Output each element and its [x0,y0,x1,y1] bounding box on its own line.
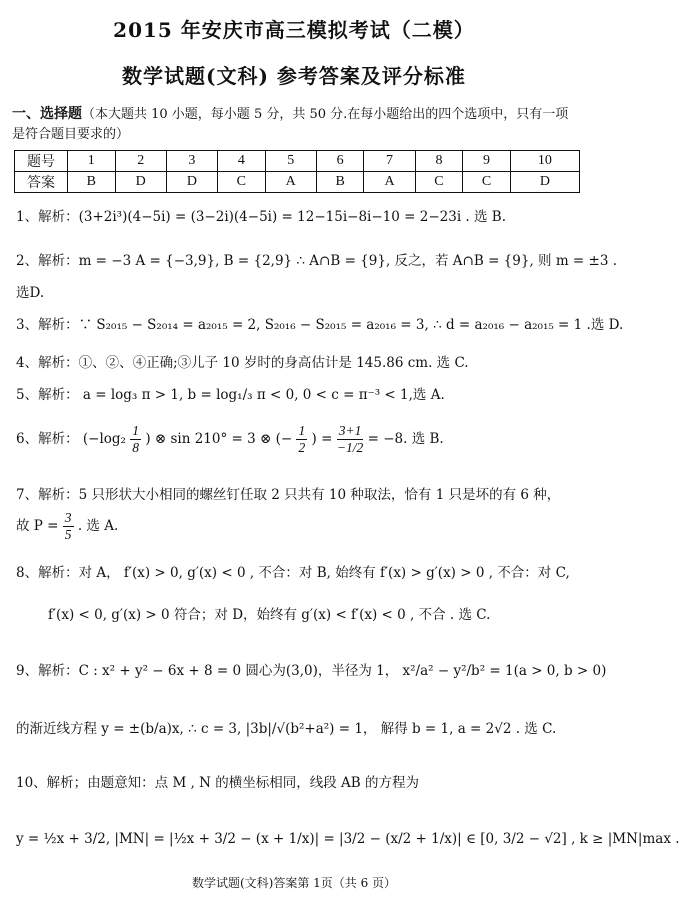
solution-6-end: = −8. 选 B. [367,431,444,447]
solution-2-line2: 选D. [16,285,45,301]
fraction [337,423,364,456]
section-label: 一、选择题 [12,106,82,122]
table-cell: A [364,172,415,193]
solution-1: 1、解析：(3+2i³)(4−5i) = (3−2i)(4−5i) = 12−15i−8i−10 = 2−23i . 选 B. [16,209,507,225]
solution-8-line2: f′(x) < 0, g′(x) > 0 符合；对 D，始终有 g′(x) < f′(x) < 0 , 不合 . 选 C. [48,607,491,623]
denominator: 5 [64,527,72,542]
solution-4: 4、解析：①、②、④正确;③儿子 10 岁时的身高估计是 145.86 cm. 选 C. [16,355,469,371]
solution-10-line1: 10、解析；由题意知：点 M , N 的横坐标相同，线段 AB 的方程为 [16,775,420,791]
table-cell: D [166,172,217,193]
numerator: 3 [64,510,72,525]
table-cell: C [218,172,266,193]
table-cell: 2 [115,151,166,172]
table-cell: C [463,172,511,193]
solution-7-end: . 选 A. [77,518,119,534]
answer-table [14,150,580,193]
page-footer: 数学试题(文科)答案第 1页（共 6 页） [191,876,397,890]
solution-7-line2 [16,508,580,544]
section-heading [12,104,578,145]
solution-10-line2: y = ½x + 3/2, |MN| = |½x + 3/2 − (x + 1/x)| = |3/2 − (x/2 + 1/x)| ∈ [0, 3/2 − √2] , k ≥ |MN|max . [16,831,680,847]
table-row-answers [15,172,580,193]
table-cell: 9 [463,151,511,172]
table-row-numbers [15,151,580,172]
page-subtitle: 数学试题(文科) 参考答案及评分标准 [122,64,466,88]
denominator: −1/2 [336,440,364,455]
solution-7-line1: 7、解析：5 只形状大小相同的螺丝钉任取 2 只共有 10 种取法，恰有 1 只是坏的有 6 种， [16,487,561,503]
table-cell: D [115,172,166,193]
table-cell: 10 [510,151,579,172]
solution-3: 3、解析：∵ S₂₀₁₅ − S₂₀₁₄ = a₂₀₁₅ = 2, S₂₀₁₆ − S₂₀₁₅ = a₂₀₁₆ = 3, ∴ d = a₂₀₁₆ − a₂₀₁₅ = 1 .选 D. [16,317,624,333]
table-cell: 6 [316,151,364,172]
section-note: （本大题共 10 小题，每小题 5 分，共 50 分.在每小题给出的四个选项中，只有一项是符合题目要求的） [12,107,569,142]
solution-9-line1: 9、解析：C : x² + y² − 6x + 8 = 0 圆心为(3,0)，半径为 1， x²/a² − y²/b² = 1(a > 0, b > 0) [16,663,607,679]
solution-5: 5、解析： a = log₃ π > 1, b = log₁/₃ π < 0, 0 < c = π⁻³ < 1,选 A. [16,387,445,403]
solution-8-line1: 8、解析：对 A， f′(x) > 0, g′(x) < 0 , 不合：对 B, 始终有 f′(x) > g′(x) > 0 , 不合：对 C, [16,565,570,581]
table-cell: 4 [218,151,266,172]
table-cell: B [68,172,116,193]
solution-9-line2: 的渐近线方程 y = ±(b/a)x, ∴ c = 3, |3b|/√(b²+a²) = 1， 解得 b = 1, a = 2√2 . 选 C. [16,721,557,737]
row-label-answer: 答案 [15,172,68,193]
denominator: 8 [132,440,140,455]
solution-2-line1: 2、解析：m = −3 A = {−3,9}, B = {2,9} ∴ A∩B = {9}, 反之，若 A∩B = {9}, 则 m = ±3 . [16,253,618,269]
numerator: 3+1 [338,423,362,438]
fraction [296,423,307,456]
table-cell: B [316,172,364,193]
table-cell: 5 [265,151,316,172]
table-cell: 7 [364,151,415,172]
table-cell: 1 [68,151,116,172]
denominator: 2 [298,440,306,455]
row-label-number: 题号 [15,151,68,172]
solution-6-mid: ) ⊗ sin 210° = 3 ⊗ (− [145,431,293,447]
page-title: 2015 年安庆市高三模拟考试（二模） [113,18,475,42]
table-cell: D [510,172,579,193]
numerator: 1 [132,423,140,438]
solution-6 [16,422,580,456]
solution-6-prefix: 6、解析： (−log₂ [16,431,126,447]
table-cell: C [415,172,463,193]
table-cell: 3 [166,151,217,172]
table-cell: 8 [415,151,463,172]
numerator: 1 [298,423,306,438]
fraction [130,423,141,456]
fraction [63,510,74,543]
solution-6-eq: ) = [311,431,333,447]
table-cell: A [265,172,316,193]
solution-7-prefix: 故 P = [16,518,59,534]
